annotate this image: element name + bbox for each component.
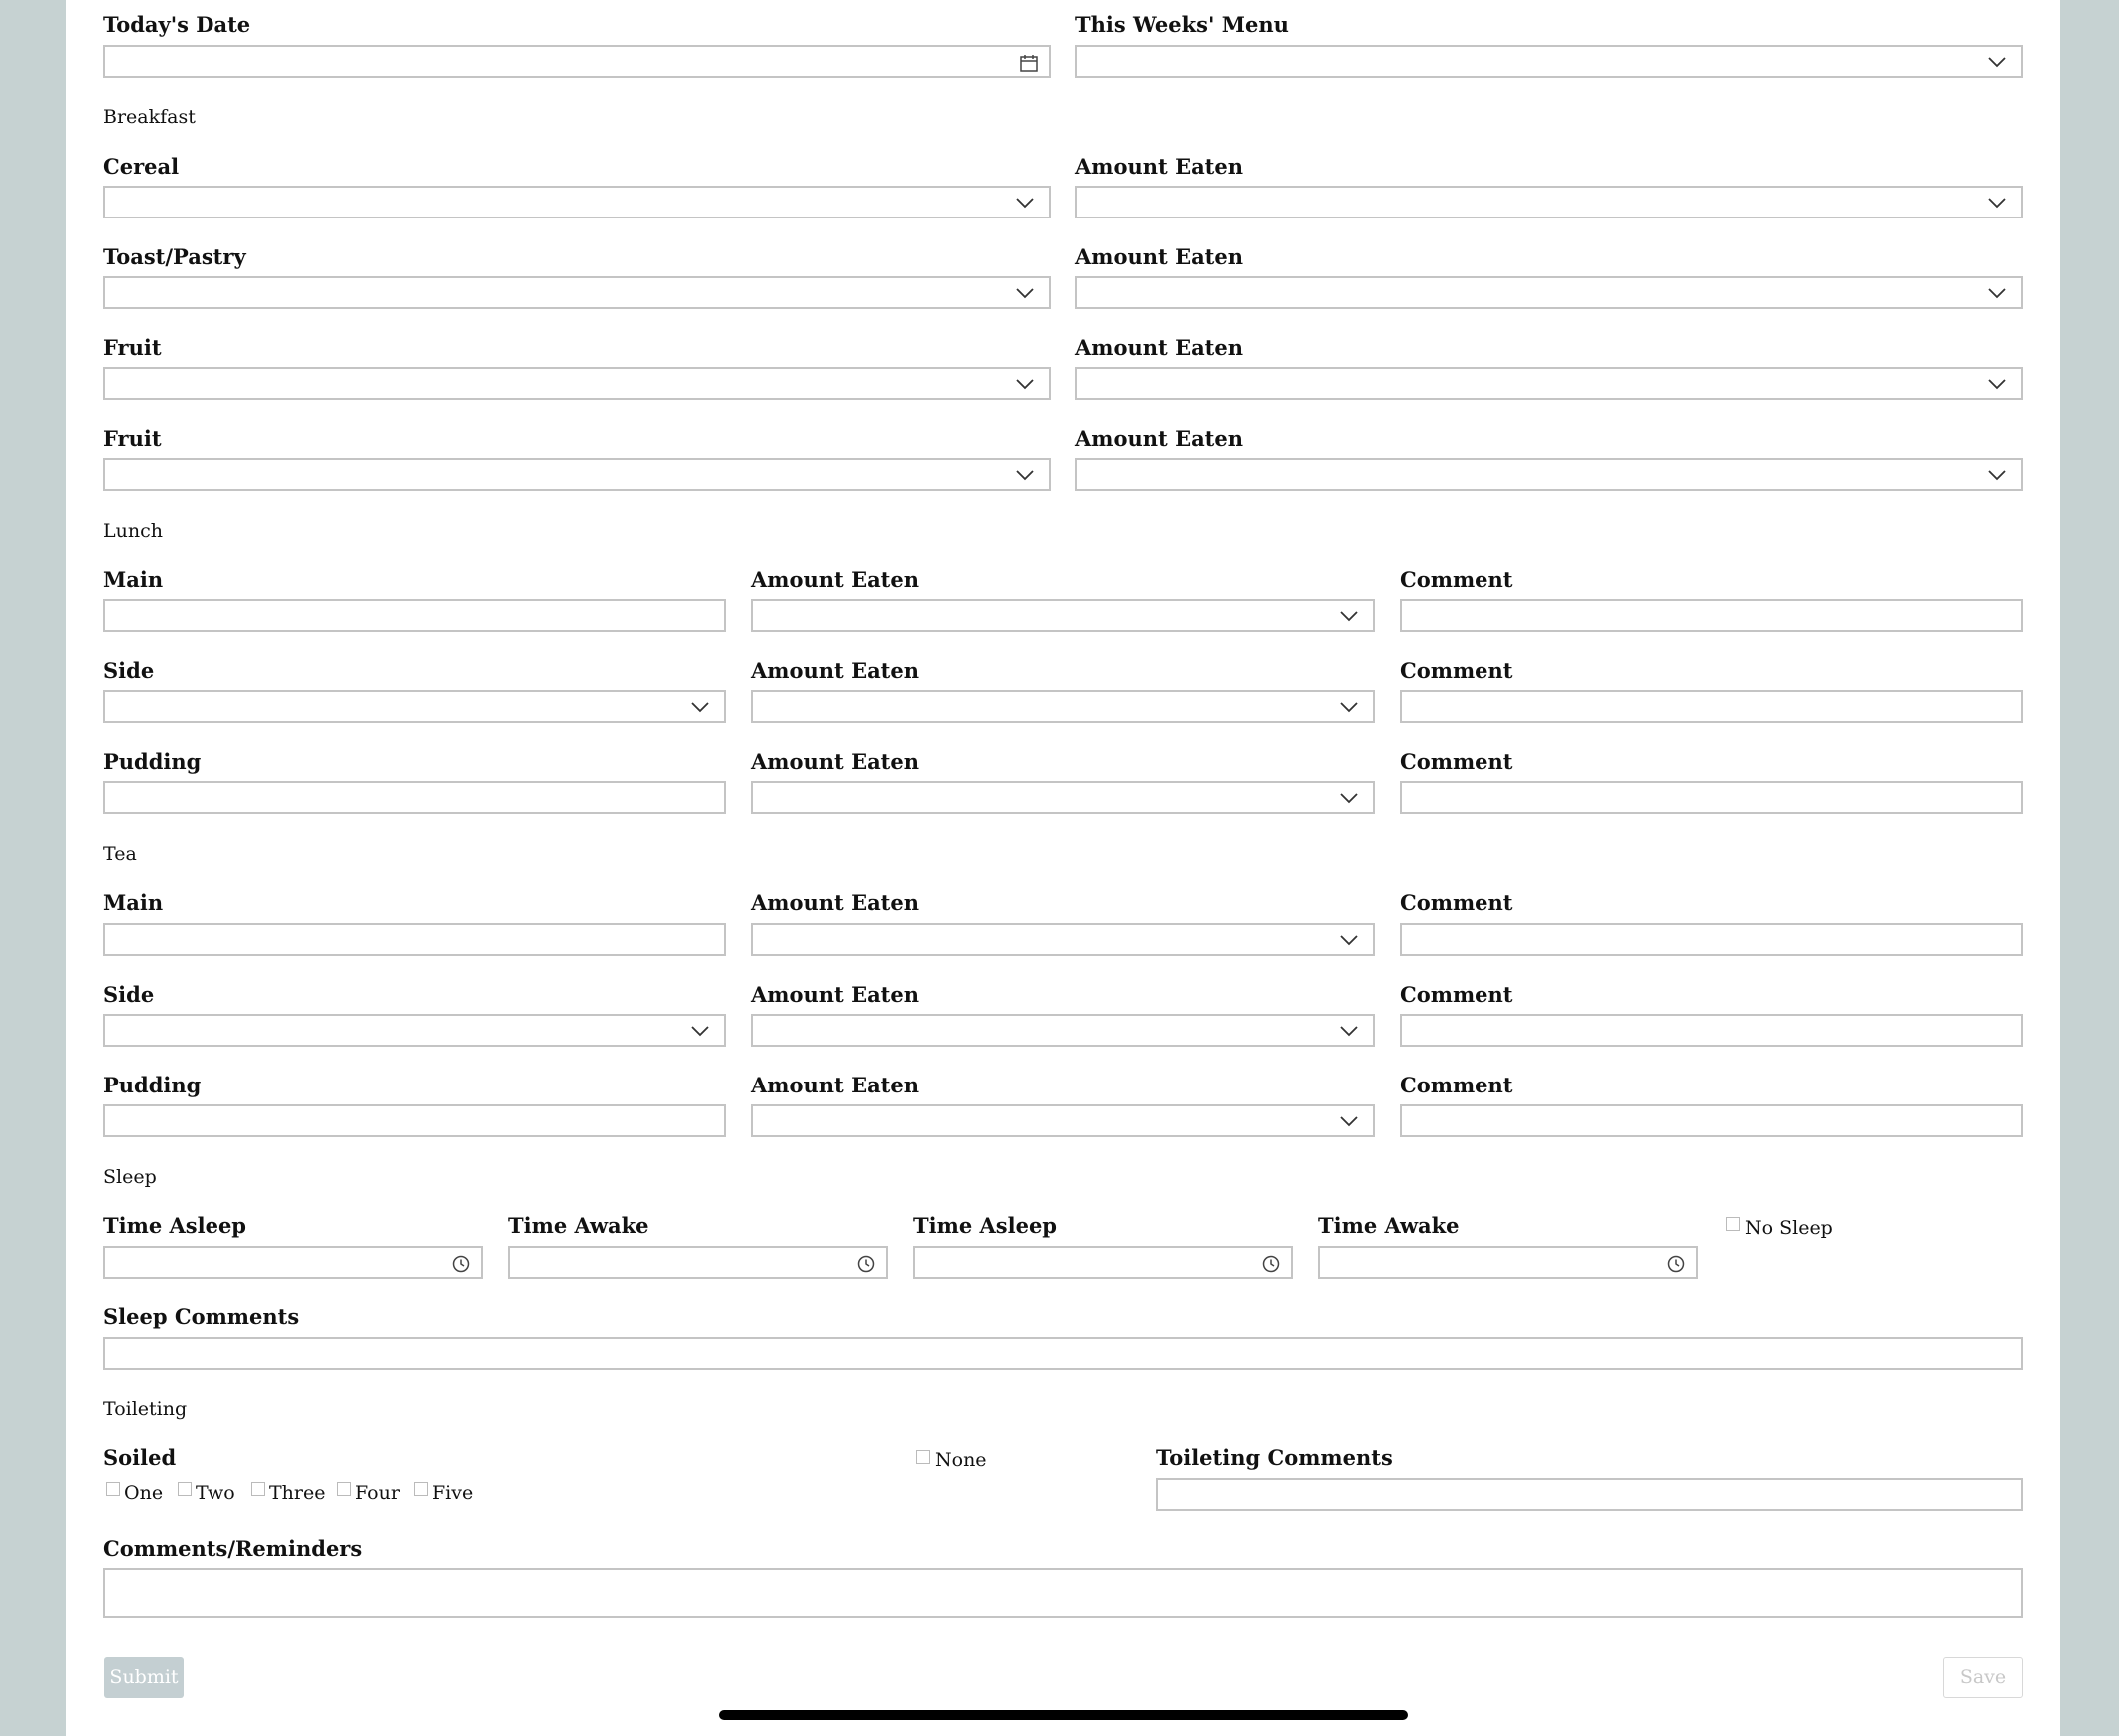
tea-side-select[interactable] — [103, 1014, 726, 1047]
submit-button[interactable]: Submit — [104, 1657, 184, 1698]
fruit-label: Fruit — [103, 335, 162, 360]
lunch-side-amount-label: Amount Eaten — [751, 658, 920, 683]
soiled-one-label: One — [124, 1482, 164, 1504]
chevron-down-icon — [1987, 196, 2007, 210]
comments-reminders-textarea[interactable] — [103, 1568, 2023, 1618]
tea-main-amount-label: Amount Eaten — [751, 890, 920, 915]
tea-pudding-input[interactable] — [103, 1104, 726, 1137]
chevron-down-icon — [1987, 286, 2007, 300]
time-asleep-1-input[interactable] — [103, 1246, 483, 1279]
chevron-down-icon — [1987, 468, 2007, 482]
toast-amount-select[interactable] — [1075, 276, 2023, 309]
chevron-down-icon — [1339, 791, 1359, 805]
lunch-main-input[interactable] — [103, 599, 726, 632]
soiled-three-checkbox[interactable] — [251, 1482, 265, 1496]
chevron-down-icon — [1339, 933, 1359, 947]
toileting-comments-label: Toileting Comments — [1156, 1445, 1393, 1470]
calendar-icon[interactable] — [1019, 53, 1039, 73]
lunch-main-amount-label: Amount Eaten — [751, 567, 920, 592]
tea-side-label: Side — [103, 982, 155, 1007]
tea-main-comment-label: Comment — [1400, 890, 1513, 915]
time-asleep-2-input[interactable] — [913, 1246, 1293, 1279]
sleep-comments-label: Sleep Comments — [103, 1304, 300, 1329]
lunch-pudding-amount-select[interactable] — [751, 781, 1375, 814]
time-awake-2-input[interactable] — [1318, 1246, 1698, 1279]
lunch-side-comment-label: Comment — [1400, 658, 1513, 683]
sleep-comments-input[interactable] — [103, 1337, 2023, 1370]
lunch-pudding-input[interactable] — [103, 781, 726, 814]
lunch-side-select[interactable] — [103, 690, 726, 723]
lunch-side-comment-input[interactable] — [1400, 690, 2023, 723]
tea-pudding-comment-input[interactable] — [1400, 1104, 2023, 1137]
time-awake-2-label: Time Awake — [1318, 1213, 1460, 1238]
soiled-five-label: Five — [432, 1482, 474, 1504]
soiled-label: Soiled — [103, 1445, 177, 1470]
chevron-down-icon — [1339, 700, 1359, 714]
clock-icon[interactable] — [1261, 1254, 1281, 1274]
chevron-down-icon — [1015, 468, 1035, 482]
chevron-down-icon — [1015, 196, 1035, 210]
soiled-two-checkbox[interactable] — [178, 1482, 192, 1496]
toileting-none-checkbox[interactable] — [916, 1450, 930, 1464]
lunch-side-amount-select[interactable] — [751, 690, 1375, 723]
lunch-pudding-label: Pudding — [103, 749, 202, 774]
cereal-select[interactable] — [103, 186, 1051, 218]
fruit-2-select[interactable] — [103, 458, 1051, 491]
chevron-down-icon — [1339, 609, 1359, 623]
time-awake-1-label: Time Awake — [508, 1213, 649, 1238]
lunch-main-comment-input[interactable] — [1400, 599, 2023, 632]
lunch-main-comment-label: Comment — [1400, 567, 1513, 592]
tea-side-comment-label: Comment — [1400, 982, 1513, 1007]
soiled-four-checkbox[interactable] — [337, 1482, 351, 1496]
sleep-section-label: Sleep — [103, 1166, 157, 1188]
soiled-two-label: Two — [196, 1482, 235, 1504]
breakfast-section-label: Breakfast — [103, 106, 196, 128]
home-indicator[interactable] — [719, 1710, 1408, 1720]
soiled-five-checkbox[interactable] — [414, 1482, 428, 1496]
soiled-three-label: Three — [269, 1482, 326, 1504]
time-asleep-2-label: Time Asleep — [913, 1213, 1057, 1238]
fruit-2-label: Fruit — [103, 426, 162, 451]
time-awake-1-input[interactable] — [508, 1246, 888, 1279]
fruit-2-amount-label: Amount Eaten — [1075, 426, 1244, 451]
todays-date-label: Today's Date — [103, 12, 251, 37]
save-button[interactable]: Save — [1943, 1657, 2023, 1698]
tea-main-input[interactable] — [103, 923, 726, 956]
lunch-main-amount-select[interactable] — [751, 599, 1375, 632]
chevron-down-icon — [690, 700, 710, 714]
toileting-none-label: None — [935, 1449, 987, 1471]
clock-icon[interactable] — [1666, 1254, 1686, 1274]
toast-label: Toast/Pastry — [103, 244, 246, 269]
chevron-down-icon — [1015, 286, 1035, 300]
time-asleep-1-label: Time Asleep — [103, 1213, 246, 1238]
soiled-one-checkbox[interactable] — [106, 1482, 120, 1496]
toileting-comments-input[interactable] — [1156, 1478, 2023, 1511]
tea-pudding-label: Pudding — [103, 1073, 202, 1097]
no-sleep-checkbox[interactable] — [1726, 1217, 1740, 1231]
toast-amount-label: Amount Eaten — [1075, 244, 1244, 269]
tea-main-label: Main — [103, 890, 164, 915]
clock-icon[interactable] — [856, 1254, 876, 1274]
tea-pudding-amount-select[interactable] — [751, 1104, 1375, 1137]
fruit-amount-select[interactable] — [1075, 367, 2023, 400]
weeks-menu-select[interactable] — [1075, 45, 2023, 78]
lunch-pudding-comment-label: Comment — [1400, 749, 1513, 774]
lunch-main-label: Main — [103, 567, 164, 592]
tea-main-comment-input[interactable] — [1400, 923, 2023, 956]
cereal-amount-select[interactable] — [1075, 186, 2023, 218]
chevron-down-icon — [1339, 1024, 1359, 1038]
comments-reminders-label: Comments/Reminders — [103, 1536, 363, 1561]
todays-date-input[interactable] — [103, 45, 1051, 78]
tea-pudding-comment-label: Comment — [1400, 1073, 1513, 1097]
tea-side-comment-input[interactable] — [1400, 1014, 2023, 1047]
no-sleep-label: No Sleep — [1745, 1217, 1833, 1239]
tea-side-amount-select[interactable] — [751, 1014, 1375, 1047]
fruit-select[interactable] — [103, 367, 1051, 400]
soiled-four-label: Four — [355, 1482, 400, 1504]
toileting-section-label: Toileting — [103, 1398, 188, 1420]
chevron-down-icon — [1987, 377, 2007, 391]
tea-section-label: Tea — [103, 843, 137, 865]
tea-pudding-amount-label: Amount Eaten — [751, 1073, 920, 1097]
weeks-menu-label: This Weeks' Menu — [1075, 12, 1289, 37]
lunch-pudding-amount-label: Amount Eaten — [751, 749, 920, 774]
lunch-section-label: Lunch — [103, 520, 163, 542]
chevron-down-icon — [1015, 377, 1035, 391]
lunch-pudding-comment-input[interactable] — [1400, 781, 2023, 814]
lunch-side-label: Side — [103, 658, 155, 683]
tea-main-amount-select[interactable] — [751, 923, 1375, 956]
fruit-amount-label: Amount Eaten — [1075, 335, 1244, 360]
fruit-2-amount-select[interactable] — [1075, 458, 2023, 491]
chevron-down-icon — [1987, 55, 2007, 69]
clock-icon[interactable] — [451, 1254, 471, 1274]
chevron-down-icon — [1339, 1114, 1359, 1128]
tea-side-amount-label: Amount Eaten — [751, 982, 920, 1007]
cereal-amount-label: Amount Eaten — [1075, 154, 1244, 179]
cereal-label: Cereal — [103, 154, 180, 179]
chevron-down-icon — [690, 1024, 710, 1038]
toast-select[interactable] — [103, 276, 1051, 309]
form-sheet — [66, 0, 2060, 1736]
